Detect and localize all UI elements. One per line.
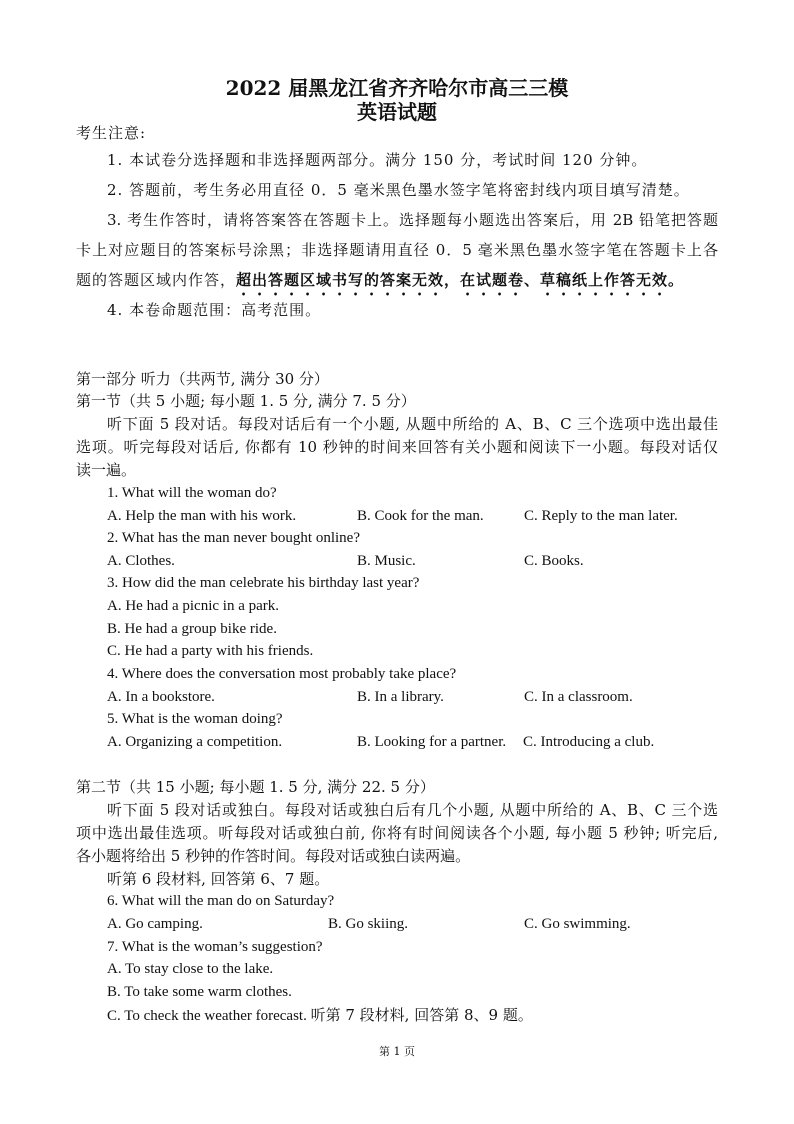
exam-subtitle: 英语试题 (357, 100, 437, 124)
question-stem: 5. What is the woman doing? (107, 711, 283, 727)
option-c: C. To check the weather forecast. (107, 1008, 307, 1024)
section-instructions-line-2: 选项。听完每段对话后, 你都有 10 秒钟的时间来回答有关小题和阅读下一小题。每段对话仅 (76, 438, 718, 456)
option-c: C. In a classroom. (524, 689, 633, 705)
section-heading: 第二节（共 15 小题; 每小题 1. 5 分, 满分 22. 5 分） (76, 778, 435, 796)
option-b: B. Looking for a partner. (357, 734, 507, 750)
notice-item-3-text: 题的答题区域内作答， (76, 271, 237, 289)
question-stem: 3. How did the man celebrate his birthday last year? (107, 575, 420, 591)
option-b: B. To take some warm clothes. (107, 984, 292, 1000)
option-b: B. Go skiing. (328, 916, 409, 932)
section-instructions-line-3: 读一遍。 (76, 461, 137, 479)
notice-item-1: 1. 本试卷分选择题和非选择题两部分。满分 150 分，考试时间 120 分钟。 (107, 151, 648, 169)
notice-item-3-line-1: 3. 考生作答时，请将答案答在答题卡上。选择题每小题选出答案后，用 2B 铅笔把答题 (107, 211, 718, 229)
question-stem: 2. What has the man never bought online? (107, 530, 360, 546)
option-a: A. To stay close to the lake. (107, 961, 274, 977)
option-a: A. Organizing a competition. (107, 734, 283, 750)
option-b: B. He had a group bike ride. (107, 621, 277, 637)
section-instructions-line-1: 听下面 5 段对话。每段对话后有一个小题, 从题中所给的 A、B、C 三个选项中选出最佳 (107, 415, 718, 433)
option-a: A. He had a picnic in a park. (107, 598, 280, 614)
option-c: C. He had a party with his friends. (107, 643, 314, 659)
part-heading: 第一部分 听力（共两节, 满分 30 分） (76, 370, 329, 388)
notice-item-4: 4. 本卷命题范围：高考范围。 (107, 301, 322, 319)
question-stem: 4. Where does the conversation most probably take place? (107, 666, 457, 682)
option-b: B. Cook for the man. (357, 508, 484, 524)
exam-title: 2022 届黑龙江省齐齐哈尔市高三三模 (225, 76, 569, 100)
notice-item-2: 2. 答题前，考生务必用直径 0．5 毫米黑色墨水签字笔将密封线内项目填写清楚。 (107, 181, 690, 199)
question-stem: 6. What will the man do on Saturday? (107, 893, 335, 909)
option-c-line (107, 1004, 533, 1026)
section-instructions-line-2: 项中选出最佳选项。听每段对话或独白前, 你将有时间阅读各个小题, 每小题 5 秒钟; 听完后, (76, 824, 718, 842)
section-instructions-line-3: 各小题将给出 5 秒钟的作答时间。每段对话或独白读两遍。 (76, 847, 471, 865)
option-c: C. Reply to the man later. (524, 508, 678, 524)
notice-item-3-line-2: 卡上对应题目的答案标号涂黑；非选择题请用直径 0．5 毫米黑色墨水签字笔在答题卡上各 (76, 241, 718, 259)
question-stem: 7. What is the woman’s suggestion? (107, 939, 323, 955)
option-c: C. Go swimming. (524, 916, 631, 932)
notice-heading: 考生注意: (76, 124, 147, 142)
option-b: B. In a library. (357, 689, 444, 705)
option-b: B. Music. (357, 553, 416, 569)
question-stem: 1. What will the woman do? (107, 485, 277, 501)
section-heading: 第一节（共 5 小题; 每小题 1. 5 分, 满分 7. 5 分） (76, 392, 416, 410)
next-material-note: 听第 7 段材料, 回答第 8、9 题。 (310, 1006, 533, 1024)
material-note: 听第 6 段材料, 回答第 6、7 题。 (107, 870, 330, 888)
option-a: A. Help the man with his work. (107, 508, 297, 524)
option-c: C. Books. (524, 553, 584, 569)
option-a: A. In a bookstore. (107, 689, 215, 705)
notice-item-3-emphasis: 超出答题区域书写的答案无效，在试题卷、草稿纸上作答无效。 (236, 271, 685, 289)
notice-item-3-line-3 (76, 269, 684, 291)
option-c: C. Introducing a club. (523, 734, 655, 750)
option-a: A. Clothes. (107, 553, 175, 569)
page-number: 第 1 页 (379, 1045, 415, 1058)
section-instructions-line-1: 听下面 5 段对话或独白。每段对话或独白后有几个小题, 从题中所给的 A、B、C 三个选 (107, 801, 718, 819)
option-a: A. Go camping. (107, 916, 203, 932)
